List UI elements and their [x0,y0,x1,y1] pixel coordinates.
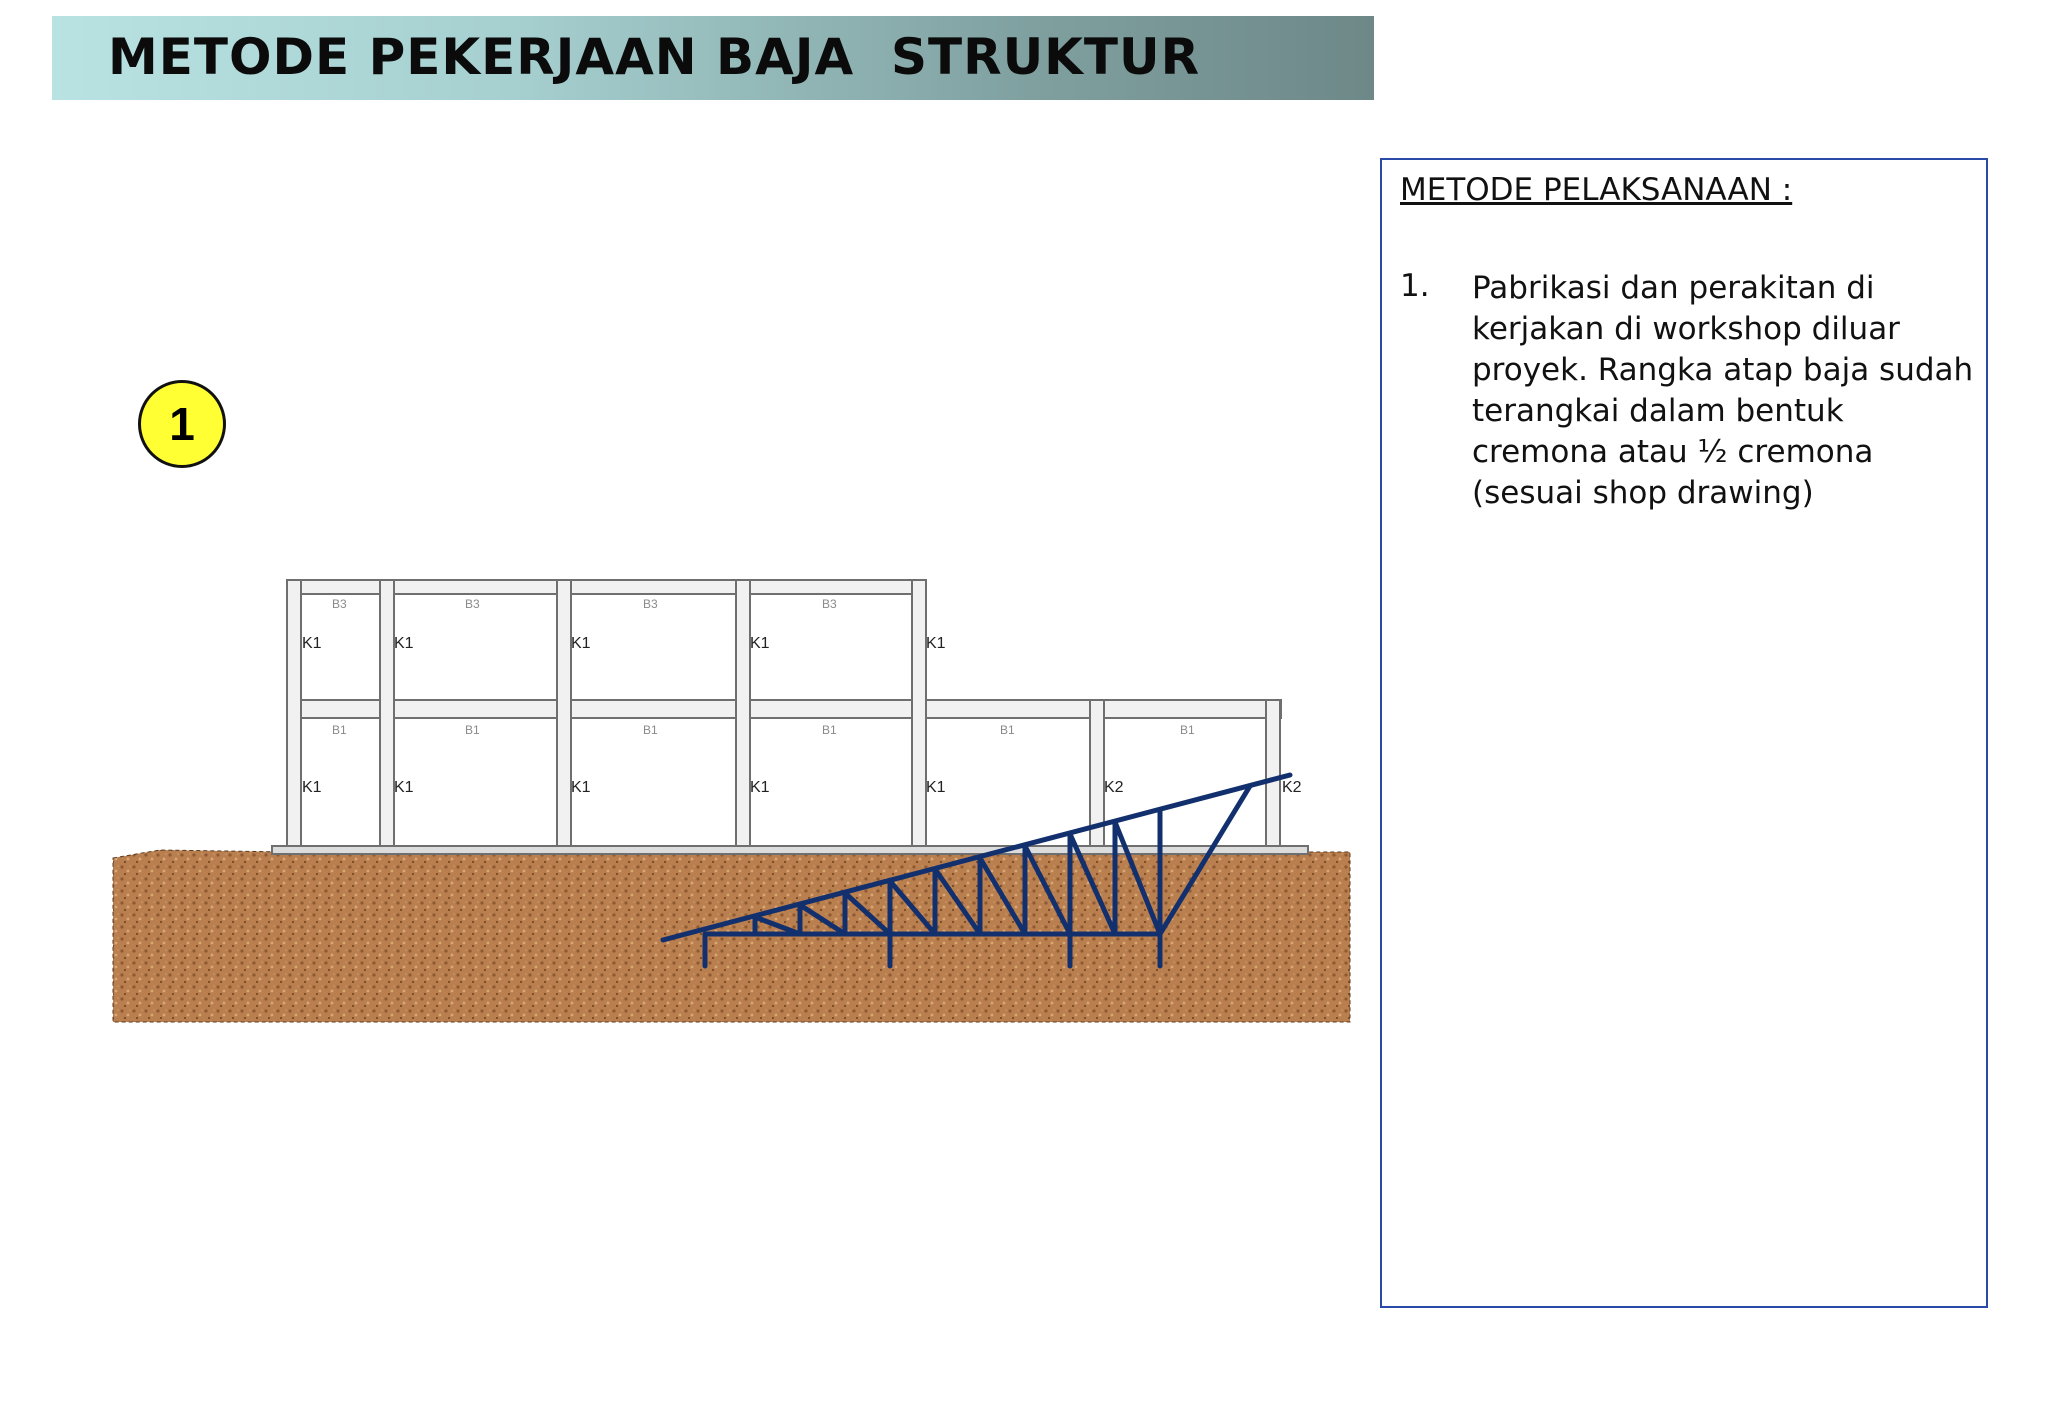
column-label: K1 [571,635,591,652]
step-item-number: 1. [1400,268,1430,304]
column-label: K1 [750,779,770,796]
column-label: K2 [1104,779,1124,796]
column-label: K2 [1282,779,1302,796]
panel-heading: METODE PELAKSANAAN : [1400,172,1793,208]
footing [272,846,1308,854]
column-label: K1 [394,635,414,652]
step-item-text: Pabrikasi dan perakitan di kerjakan di workshop diluar proyek. Rangka atap baja sudah terangkai dalam bentuk cremona atau ½ cremona (sesuai shop drawing) [1472,270,1974,511]
beam-label: B1 [332,723,347,737]
beam-label: B3 [465,597,480,611]
page-title: METODE PEKERJAAN BAJA STRUKTUR [108,28,1201,86]
beam-label: B3 [643,597,658,611]
step-number-badge: 1 [138,380,226,468]
beam-label: B1 [1000,723,1015,737]
beam-label: B1 [643,723,658,737]
column [912,580,926,852]
beam-label: B3 [332,597,347,611]
beam-label: B1 [822,723,837,737]
column [736,580,750,852]
column-label: K1 [926,779,946,796]
column [380,580,394,852]
column-label: K1 [926,635,946,652]
column-label: K1 [750,635,770,652]
column-label: K1 [302,635,322,652]
column-label: K1 [571,779,591,796]
beam-label: B3 [822,597,837,611]
column [557,580,571,852]
beam-label: B1 [465,723,480,737]
column-label: K1 [302,779,322,796]
beam-label: B1 [1180,723,1195,737]
beam-middle [287,700,1281,718]
column-label: K1 [394,779,414,796]
method-panel [1380,158,1988,1308]
column [287,580,301,852]
